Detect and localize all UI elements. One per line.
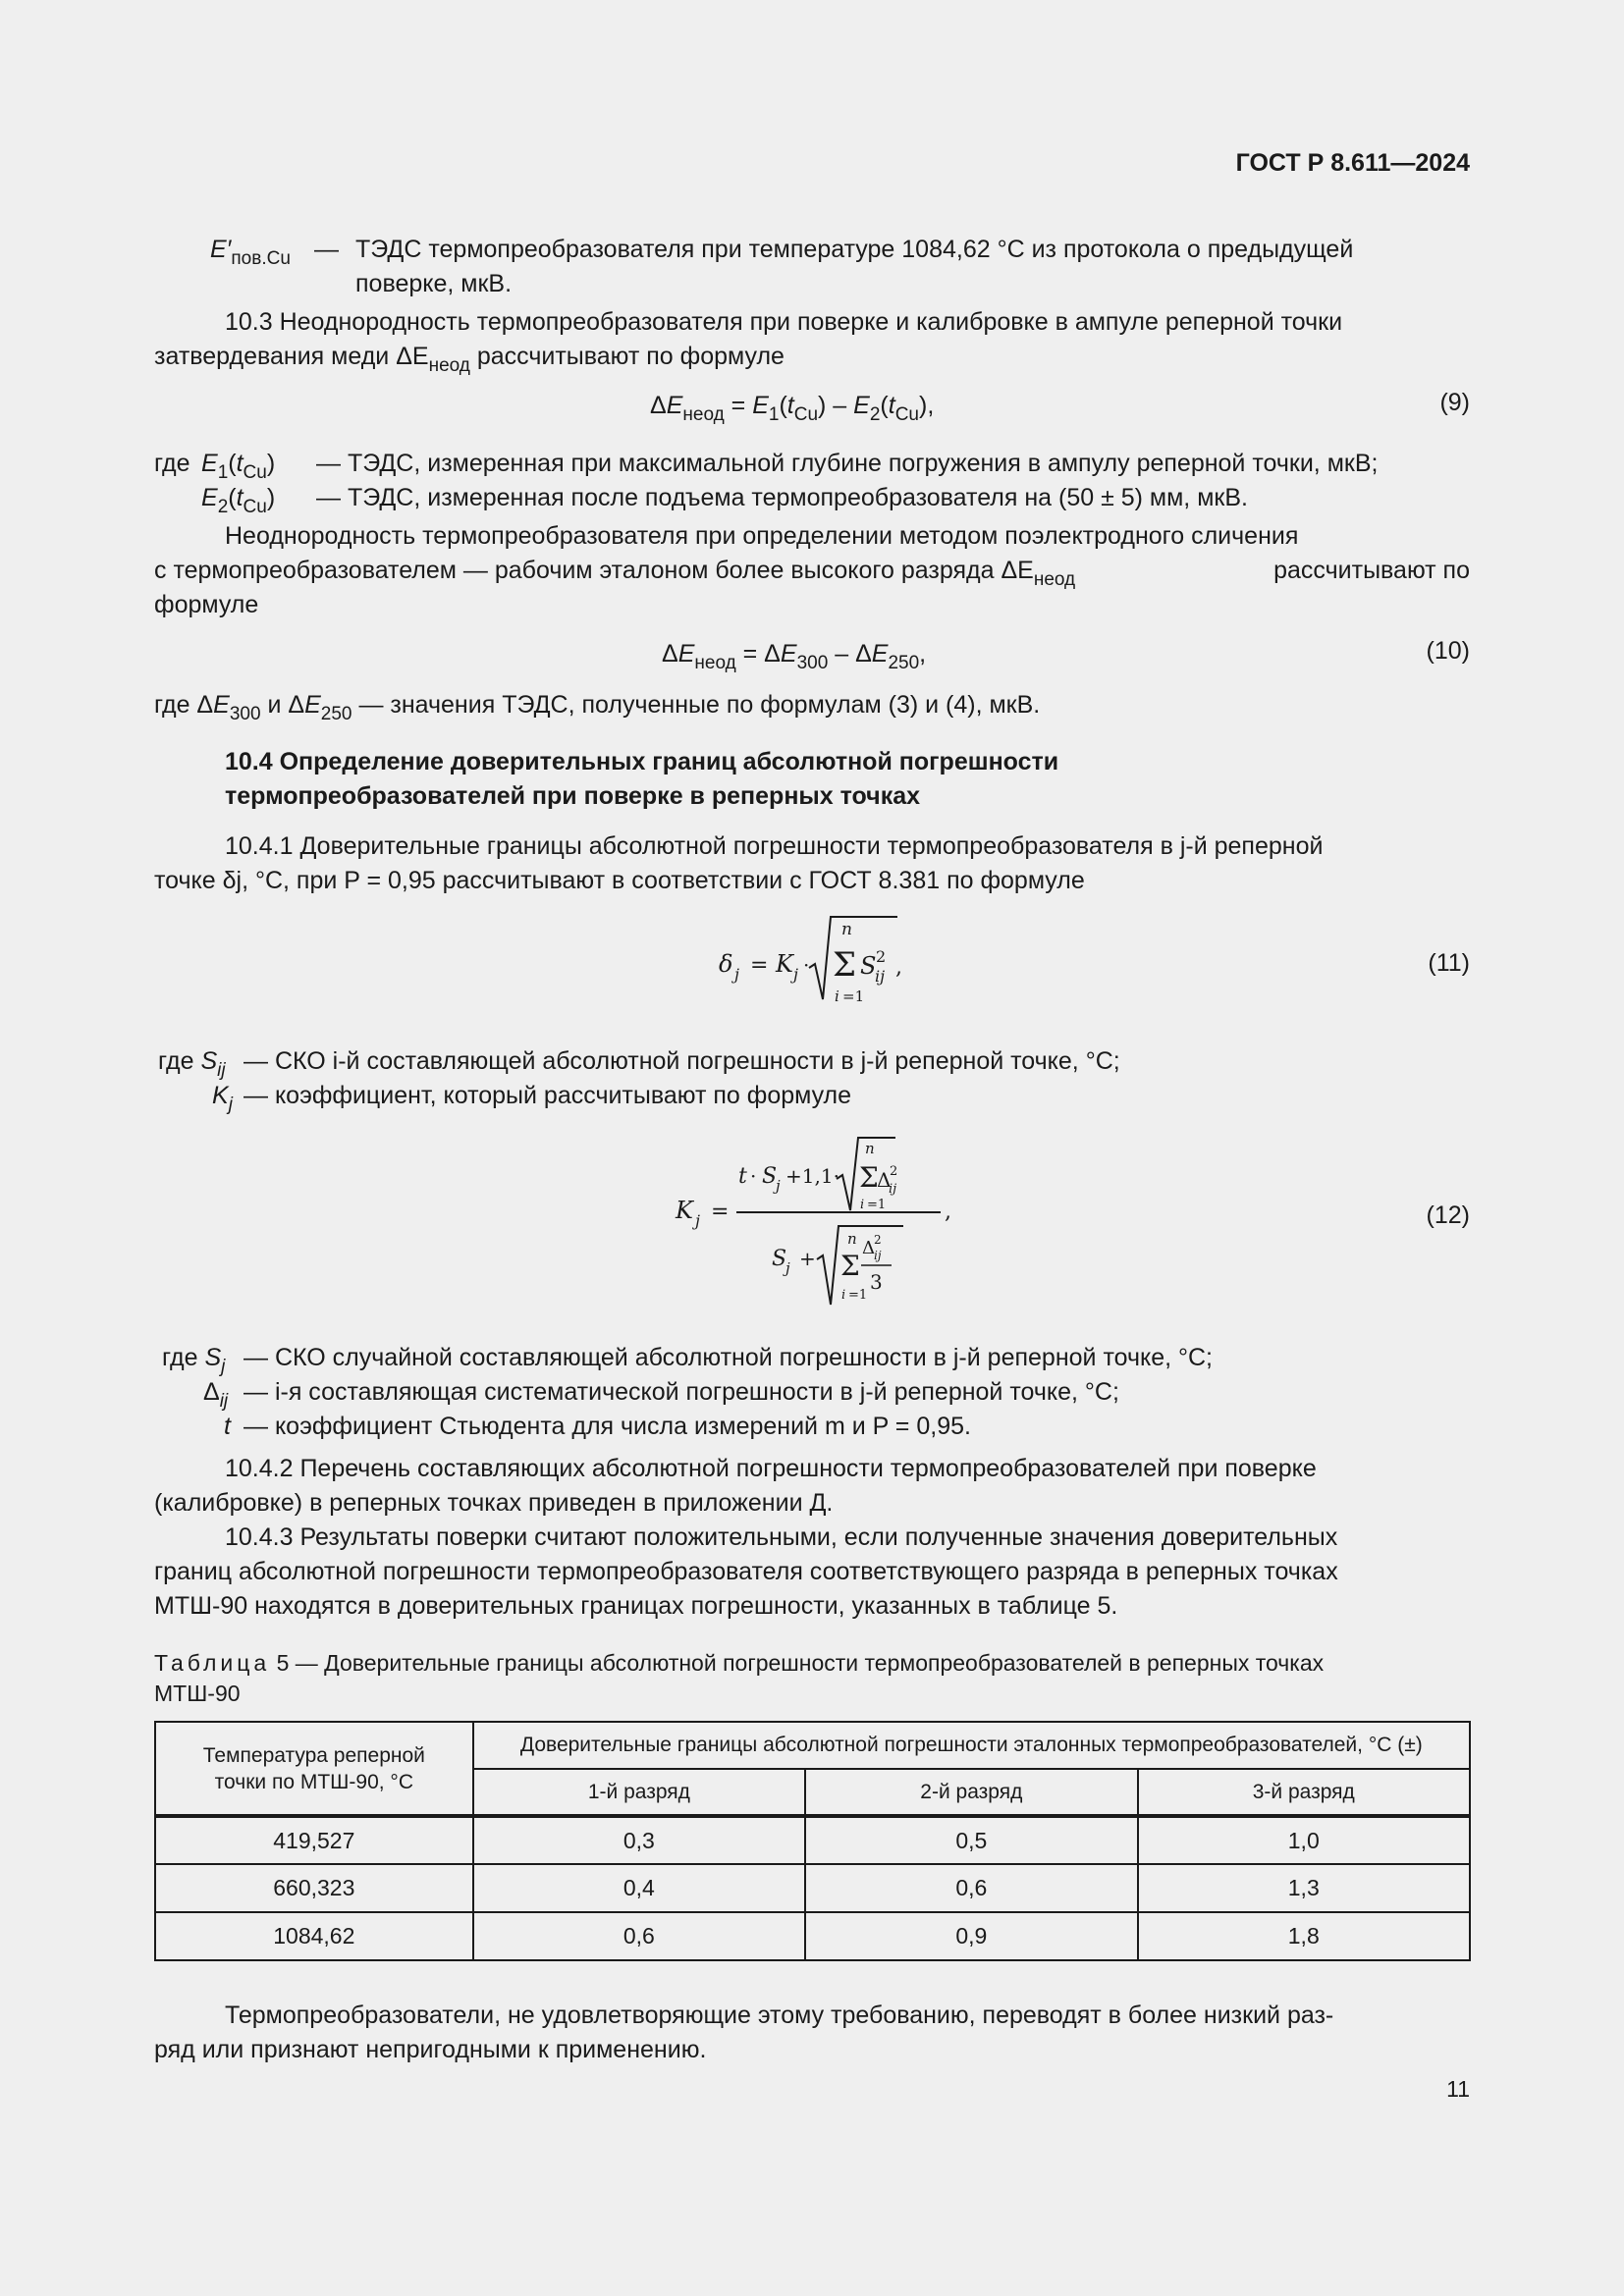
svg-text:,: , <box>945 1200 951 1224</box>
svg-text:K: K <box>776 950 793 978</box>
table5-cell: 0,6 <box>473 1912 805 1960</box>
table5-cell: 419,527 <box>155 1816 473 1864</box>
svg-text:2: 2 <box>890 1164 898 1179</box>
svg-text:j: j <box>695 1211 700 1230</box>
table-row <box>155 1912 1470 1960</box>
svg-text:Σ: Σ <box>859 1161 879 1194</box>
svg-text:·: · <box>750 1164 757 1188</box>
symbol-e-pov: $E'_{пов.Cu}$ <box>210 236 291 269</box>
formula-11-number: (11) <box>1428 949 1470 977</box>
svg-text:ij: ij <box>875 967 886 986</box>
svg-text:=: = <box>711 1200 730 1224</box>
page-number: 11 <box>1446 2076 1470 2102</box>
where11-k-symbol: $K_j$ <box>212 1082 233 1115</box>
p10-4-1-line1: 10.4.1 Доверительные границы абсолютной погрешности термопреобразователя в j-й реперной <box>225 832 1324 860</box>
svg-text:n: n <box>841 920 852 939</box>
table5-cell: 0,3 <box>473 1816 805 1864</box>
e-pov-line2: поверке, мкВ. <box>355 270 513 297</box>
svg-text:2: 2 <box>874 1233 882 1247</box>
formula-11-graphic <box>717 911 933 1009</box>
table5-cell: 1,3 <box>1138 1864 1470 1912</box>
p-inhom-line3: формуле <box>154 591 259 618</box>
table5-cell: 0,5 <box>805 1816 1137 1864</box>
where12-d-symbol: $\Delta_{ij}$ <box>203 1378 229 1412</box>
svg-text:Σ: Σ <box>833 945 857 985</box>
table5-cell: 0,9 <box>805 1912 1137 1960</box>
formula-12-graphic <box>670 1134 964 1310</box>
where11-intro: где $S_{ij}$ <box>158 1047 226 1081</box>
where9-e2-text: — ТЭДС, измеренная после подъема термопреобразователя на (50 ± 5) мм, мкВ. <box>316 484 1248 511</box>
table5-cell: 1,8 <box>1138 1912 1470 1960</box>
p10-4-3-line3: МТШ-90 находятся в доверительных границах погрешности, указанных в таблице 5. <box>154 1592 1118 1620</box>
where9-intro: где <box>154 450 190 477</box>
where12-d-text: — i-я составляющая систематической погрешности в j-й реперной точке, °С; <box>244 1378 1119 1406</box>
svg-text:Δ: Δ <box>877 1168 892 1192</box>
p10-4-2-line1: 10.4.2 Перечень составляющих абсолютной погрешности термопреобразователей при поверке <box>225 1455 1317 1482</box>
where9-e1-symbol: $E_1(t_{Cu})$ <box>201 450 276 483</box>
p-final-line2: ряд или признают непригодными к применению. <box>154 2036 707 2063</box>
p-final-line1: Термопреобразователи, не удовлетворяющие этому требованию, переводят в более низкий раз- <box>225 2002 1334 2029</box>
where12-t-symbol: t <box>224 1413 231 1440</box>
svg-text:t: t <box>738 1164 747 1189</box>
p-inhom-line2: с термопреобразователем — рабочим эталоном более высокого разряда $\Delta E_{неод}$ рассчитывают по <box>154 557 1470 590</box>
table5-cell: 0,6 <box>805 1864 1137 1912</box>
svg-text:Σ: Σ <box>840 1250 860 1282</box>
svg-text:S: S <box>860 952 877 980</box>
table5-head-temp: Температура реперной точки по МТШ-90, °С <box>155 1722 473 1816</box>
svg-text:,: , <box>895 955 902 980</box>
p10-4-2-line2: (калибровке) в реперных точках приведен в приложении Д. <box>154 1489 834 1517</box>
svg-text:S: S <box>762 1164 778 1189</box>
table5 <box>154 1721 1471 1961</box>
svg-text:δ: δ <box>719 950 733 978</box>
formula-12-number: (12) <box>1426 1201 1470 1229</box>
svg-text:=1: =1 <box>848 1288 868 1303</box>
svg-text:=1: =1 <box>842 988 865 1005</box>
table5-cell: 1,0 <box>1138 1816 1470 1864</box>
table5-cell: 0,4 <box>473 1864 805 1912</box>
where11-k-text: — коэффициент, который рассчитывают по формуле <box>244 1082 852 1109</box>
where11-s-text: — СКО i-й составляющей абсолютной погрешности в j-й реперной точке, °С; <box>244 1047 1120 1075</box>
svg-text:ij: ij <box>889 1182 897 1197</box>
svg-text:i: i <box>841 1288 846 1303</box>
svg-text:j: j <box>734 965 739 984</box>
where9-e2-symbol: $E_2(t_{Cu})$ <box>201 484 276 517</box>
formula-10-number: (10) <box>1426 637 1470 665</box>
svg-text:S: S <box>772 1247 787 1271</box>
svg-text:=: = <box>750 953 769 978</box>
table5-caption-line2: МТШ-90 <box>154 1681 241 1706</box>
p10-4-1-line2: точке δj, °С, при P = 0,95 рассчитывают в соответствии с ГОСТ 8.381 по формуле <box>154 867 1085 894</box>
p10-3-line1: 10.3 Неоднородность термопреобразователя при поверке и калибровке в ампуле реперной точки <box>225 308 1343 336</box>
formula-10: $\Delta E_{неод} = \Delta E_{300} - \Delta E_{250}$, <box>662 640 927 673</box>
p-inhom-line1: Неоднородность термопреобразователя при определении методом поэлектродного сличения <box>225 522 1299 550</box>
svg-text:i: i <box>835 988 839 1005</box>
formula-9: $\Delta E_{неод} = E_1(t_{Cu}) - E_2(t_{Cu})$, <box>650 392 935 425</box>
svg-text:n: n <box>865 1140 875 1157</box>
svg-text:i: i <box>860 1198 865 1212</box>
table5-col-3: 3-й разряд <box>1138 1769 1470 1816</box>
document-header: ГОСТ Р 8.611—2024 <box>1235 149 1470 177</box>
formula-12 <box>670 1134 964 1315</box>
svg-text:2: 2 <box>876 947 887 966</box>
svg-text:ij: ij <box>874 1249 882 1262</box>
formula-11 <box>717 911 933 1014</box>
table5-cell: 1084,62 <box>155 1912 473 1960</box>
svg-text:Δ: Δ <box>862 1238 875 1258</box>
table5-cell: 660,323 <box>155 1864 473 1912</box>
table-row <box>155 1864 1470 1912</box>
table5-col-1: 1-й разряд <box>473 1769 805 1816</box>
where10-line: где $\Delta E_{300}$ и $\Delta E_{250}$ — значения ТЭДС, полученные по формулам (3) и (4), мкВ. <box>154 691 1041 724</box>
svg-text:K: K <box>676 1197 693 1224</box>
where12-intro: где $S_j$ <box>162 1344 226 1377</box>
svg-text:3: 3 <box>870 1270 883 1294</box>
p10-4-3-line1: 10.4.3 Результаты поверки считают положительными, если полученные значения доверительных <box>225 1523 1338 1551</box>
where12-s-text: — СКО случайной составляющей абсолютной погрешности в j-й реперной точке, °С; <box>244 1344 1213 1371</box>
svg-text:+1,1·: +1,1· <box>785 1164 839 1188</box>
e-pov-dash: — <box>314 236 339 263</box>
section-10-4-line1: 10.4 Определение доверительных границ абсолютной погрешности <box>225 748 1059 775</box>
table5-caption-line1: Таблица 5 — Доверительные границы абсолютной погрешности термопреобразователей в реперных точках <box>154 1650 1325 1676</box>
svg-text:·: · <box>803 953 810 977</box>
where9-e1-text: — ТЭДС, измеренная при максимальной глубине погружения в ампулу реперной точки, мкВ; <box>316 450 1379 477</box>
p10-3-line2: затвердевания меди $\Delta E_{неод}$ рассчитывают по формуле <box>154 343 785 376</box>
p10-4-3-line2: границ абсолютной погрешности термопреобразователя соответствующего разряда в реперных точках <box>154 1558 1338 1585</box>
svg-text:j: j <box>785 1259 790 1277</box>
svg-text:j: j <box>776 1177 781 1195</box>
table5-col-2: 2-й разряд <box>805 1769 1137 1816</box>
svg-text:j: j <box>793 965 798 984</box>
table5-head-group: Доверительные границы абсолютной погрешности эталонных термопреобразователей, °С (±) <box>473 1722 1470 1769</box>
svg-text:n: n <box>847 1230 857 1248</box>
formula-9-number: (9) <box>1439 389 1470 416</box>
svg-text:=1: =1 <box>867 1198 887 1212</box>
e-pov-line1: ТЭДС термопреобразователя при температуре 1084,62 °С из протокола о предыдущей <box>355 236 1354 263</box>
table-row <box>155 1816 1470 1864</box>
where12-t-text: — коэффициент Стьюдента для числа измерений m и P = 0,95. <box>244 1413 971 1440</box>
svg-text:+: + <box>799 1247 816 1270</box>
section-10-4-line2: термопреобразователей при поверке в реперных точках <box>225 782 921 810</box>
